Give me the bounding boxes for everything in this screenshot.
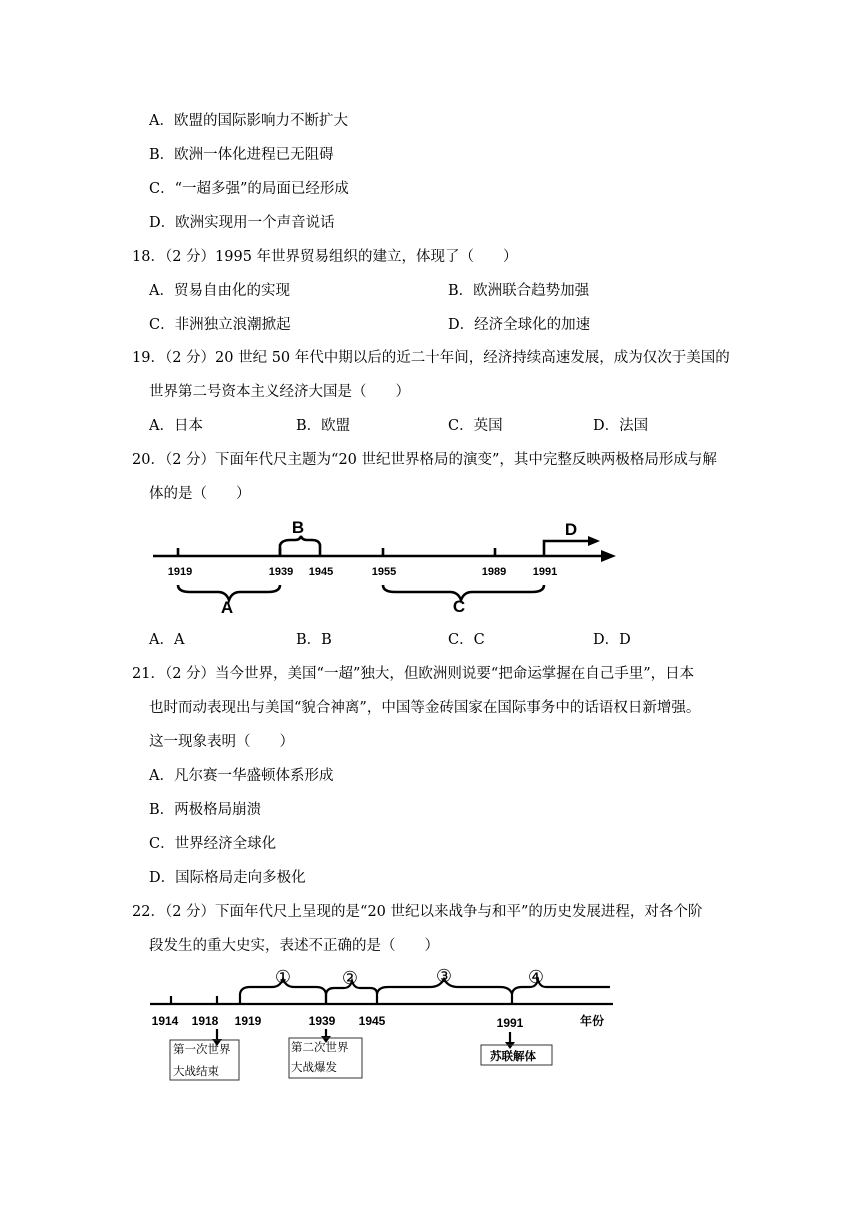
- q19-option-a: A．日本: [149, 418, 203, 434]
- q22-year-1991: 1991: [496, 1016, 524, 1030]
- q18-option-d: D．经济全球化的加速: [448, 317, 591, 333]
- q20-option-a: A．A: [149, 632, 185, 648]
- q22-timeline-figure: [140, 960, 630, 1085]
- q18-stem: 18．（2 分）1995 年世界贸易组织的建立，体现了（ ）: [132, 249, 518, 265]
- q22-axis-unit: 年份: [579, 1014, 605, 1028]
- q22-box1-line1: 第一次世界: [173, 1044, 231, 1056]
- q22-stem-line1: 22．（2 分）下面年代尺上呈现的是“20 世纪以来战争与和平”的历史发展进程，对各个阶: [132, 904, 703, 920]
- q17-option-c: C．“一超多强”的局面已经形成: [149, 181, 349, 197]
- q21-option-c: C．世界经济全球化: [149, 836, 277, 852]
- q22-box1-line2: 大战结束: [173, 1066, 219, 1078]
- q20-stem-line2: 体的是（ ）: [149, 486, 251, 502]
- q22-year-1945: 1945: [358, 1014, 386, 1028]
- q22-box3-text: 苏联解体: [490, 1051, 536, 1063]
- q21-stem-line3: 这一现象表明（ ）: [149, 734, 294, 750]
- q17-option-b: B．欧洲一体化进程已无阻碍: [149, 147, 334, 163]
- q17-option-a: A．欧盟的国际影响力不断扩大: [149, 113, 348, 129]
- q22-box2-line2: 大战爆发: [291, 1062, 337, 1074]
- q22-label-4: ④: [527, 967, 545, 987]
- q21-option-a: A．凡尔赛一华盛顿体系形成: [149, 768, 334, 784]
- q21-stem-line1: 21．（2 分）当今世界，美国“一超”独大，但欧洲则说要“把命运掌握在自己手里”，日本: [132, 666, 695, 682]
- q20-option-c: C．C: [448, 632, 485, 648]
- q20-option-d: D．D: [593, 632, 631, 648]
- q19-option-d: D．法国: [593, 418, 649, 434]
- q18-option-c: C．非洲独立浪潮掀起: [149, 317, 291, 333]
- q22-year-1939: 1939: [308, 1014, 336, 1028]
- q20-year-1945: 1945: [308, 566, 334, 578]
- q20-year-1919: 1919: [167, 566, 193, 578]
- q19-stem-line1: 19．（2 分）20 世纪 50 年代中期以后的近二十年间，经济持续高速发展，成为仅次于美国的: [132, 350, 730, 366]
- q22-label-1: ①: [274, 967, 292, 987]
- q20-label-a: A: [220, 598, 234, 617]
- q20-label-b: B: [291, 518, 305, 537]
- q20-stem-line1: 20．（2 分）下面年代尺主题为“20 世纪世界格局的演变”，其中完整反映两极格局形成与解: [132, 452, 717, 468]
- q21-option-b: B．两极格局崩溃: [149, 802, 262, 818]
- q20-year-1989: 1989: [481, 566, 507, 578]
- q21-option-d: D．国际格局走向多极化: [149, 870, 306, 886]
- q19-stem-line2: 世界第二号资本主义经济大国是（ ）: [149, 384, 410, 400]
- q20-timeline-figure: [140, 510, 630, 625]
- q22-year-1919: 1919: [234, 1014, 262, 1028]
- q19-option-b: B．欧盟: [296, 418, 351, 434]
- q20-year-1955: 1955: [371, 566, 397, 578]
- q20-label-c: C: [452, 597, 466, 616]
- q22-label-3: ③: [435, 966, 453, 986]
- q22-year-1918: 1918: [191, 1014, 219, 1028]
- q22-stem-line2: 段发生的重大史实，表述不正确的是（ ）: [149, 938, 439, 954]
- q18-option-b: B．欧洲联合趋势加强: [448, 283, 590, 299]
- q20-label-d: D: [564, 520, 578, 539]
- q17-option-d: D．欧洲实现用一个声音说话: [149, 215, 335, 231]
- q20-option-b: B．B: [296, 632, 332, 648]
- q22-label-2: ②: [341, 968, 359, 988]
- q18-option-a: A．贸易自由化的实现: [149, 283, 290, 299]
- q20-year-1939: 1939: [268, 566, 294, 578]
- q19-option-c: C．英国: [448, 418, 503, 434]
- q21-stem-line2: 也时而动表现出与美国“貌合神离”，中国等金砖国家在国际事务中的话语权日新增强。: [149, 700, 701, 716]
- q22-year-1914: 1914: [151, 1014, 179, 1028]
- q22-box2-line1: 第二次世界: [291, 1042, 349, 1054]
- q20-year-1991: 1991: [532, 566, 558, 578]
